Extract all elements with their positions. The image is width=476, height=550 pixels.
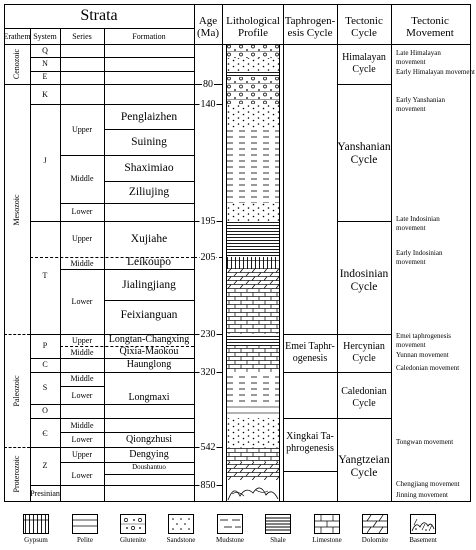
series-t-middle: Middle: [70, 259, 94, 268]
formation-dengying: Dengying: [129, 449, 169, 460]
formation-shaximiao: Shaximiao: [124, 162, 174, 174]
series-s-lower: Lower: [71, 391, 93, 400]
age-205: 205: [200, 252, 216, 263]
tectonic-cycle-header: Tectonic: [345, 15, 383, 27]
legend-mudstone-label: Mudstone: [216, 536, 244, 544]
movement-caledonian: Caledonian movement: [396, 364, 460, 372]
system-t: T: [42, 271, 48, 280]
legend-sandstone-label: Sandstone: [166, 536, 196, 544]
legend-glutenite-label: Glutenite: [119, 536, 147, 544]
series-p-middle: Middle: [70, 348, 94, 357]
movement-tongwan: Tongwan movement: [396, 438, 454, 446]
movement-early-yanshanian: Early Yanshanian: [396, 96, 445, 104]
legend-dolomite-label: Dolomite: [361, 536, 389, 544]
series-z-upper: Upper: [72, 450, 92, 459]
legend-mudstone-swatch: [217, 514, 243, 534]
taphrogenesis-header-2: esis Cycle: [287, 27, 333, 39]
movement-emei-2: movement: [396, 341, 426, 349]
movement-late-himalayan-2: movement: [396, 58, 426, 66]
formation-jialingjiang: Jialingjiang: [122, 279, 176, 291]
formation-qixia-maokou: Qixia-Maokou: [119, 346, 179, 357]
movement-early-indosinian-2: movement: [396, 258, 426, 266]
series-cambrian-middle: Middle: [70, 421, 94, 430]
system-p: P: [42, 341, 48, 350]
age-header: Age: [198, 15, 218, 27]
erathem-header: Erathem: [3, 32, 31, 41]
formation-leikoupo: Leikoupo: [126, 256, 172, 268]
system-n: N: [42, 59, 48, 68]
series-t-lower: Lower: [71, 297, 93, 306]
legend-glutenite-swatch: [120, 514, 146, 534]
legend-limestone-label: Limestone: [312, 536, 342, 544]
movement-late-indosinian-2: movement: [396, 224, 426, 232]
series-j-middle: Middle: [70, 174, 94, 183]
system-j: J: [43, 156, 47, 165]
system-s: S: [42, 383, 48, 392]
erathem-mesozoic: Mesozoic: [12, 194, 21, 226]
formation-doushantuo: Doushantuo: [132, 463, 166, 471]
erathem-proterozoic: Proterozoic: [12, 455, 21, 493]
series-p-upper: Upper: [72, 336, 92, 345]
age-230: 230: [200, 329, 216, 340]
strata-heading: Strata: [80, 7, 118, 24]
taphrogenesis-header: Taphrogen-: [284, 15, 336, 27]
system-o: O: [42, 406, 48, 415]
series-j-upper: Upper: [72, 125, 92, 134]
lithology-header-2: Profile: [238, 27, 268, 39]
formation-longtan-changxing: Longtan-Changxing: [108, 334, 190, 345]
series-t-upper: Upper: [72, 234, 92, 243]
movement-late-himalayan: Late Himalayan: [396, 49, 441, 57]
cycle-yangtzeian: Yangtzeian: [338, 454, 390, 466]
legend-pelite-swatch: [72, 514, 98, 534]
age-80: 80: [203, 79, 213, 90]
movement-emei: Emei taphrogenesis: [396, 332, 452, 340]
tectonic-cycle-header-2: Cycle: [351, 27, 377, 39]
erathem-cenozoic: Cenozoic: [12, 48, 21, 80]
legend-pelite-label: Pelite: [77, 536, 93, 544]
series-z-lower: Lower: [71, 471, 93, 480]
legend-gypsum-swatch: [23, 514, 49, 534]
movement-early-indosinian: Early Indosinian: [396, 249, 443, 257]
series-j-lower: Lower: [71, 207, 93, 216]
age-140: 140: [200, 99, 216, 110]
age-542: 542: [200, 442, 216, 453]
cycle-indosinian-2: Cycle: [350, 281, 378, 293]
formation-suining: Suining: [131, 136, 167, 148]
system-k: K: [42, 90, 48, 99]
system-z: Z: [42, 461, 48, 470]
movement-late-indosinian: Late Indosinian: [396, 215, 440, 223]
erathem-paleozoic: Paleozoic: [12, 375, 21, 407]
legend-basement-label: Basement: [409, 536, 437, 544]
series-header: Series: [72, 32, 92, 41]
legend-gypsum-label: Gypsum: [24, 536, 48, 544]
system-e: E: [42, 72, 48, 81]
movement-jinning: Jinning movement: [396, 491, 448, 499]
formation-xujiahe: Xujiahe: [130, 233, 168, 245]
age-195: 195: [200, 216, 216, 227]
legend-sandstone-swatch: [168, 514, 194, 534]
lithology-header: Lithological: [226, 15, 280, 27]
system-cambrian: Є: [42, 429, 48, 438]
lithological-column: [226, 44, 280, 502]
movement-early-yanshanian-2: movement: [396, 105, 426, 113]
cycle-himalayan: Himalayan: [342, 52, 386, 63]
movement-yunnan: Yunnan movement: [396, 351, 449, 359]
cycle-hercynian: Hercynian: [343, 341, 385, 352]
formation-qiongzhusi: Qiongzhusi: [125, 434, 173, 445]
taphrogenesis-emei: Emei Taphr-: [285, 341, 335, 352]
system-c: C: [42, 360, 48, 369]
formation-header: Formation: [132, 32, 166, 41]
age-320: 320: [200, 367, 216, 378]
cycle-yanshanian-2: Cycle: [350, 154, 378, 166]
legend-basement-swatch: [410, 514, 436, 534]
age-unit-header: (Ma): [197, 27, 219, 39]
system-presinian: Presinian: [30, 489, 60, 498]
legend-limestone-swatch: [314, 514, 340, 534]
movement-early-himalayan: Early Himalayan movement: [396, 68, 475, 76]
tectonic-movement-header-2: Movement: [406, 27, 454, 39]
legend-dolomite-swatch: [362, 514, 388, 534]
age-850: 850: [200, 480, 216, 491]
taphrogenesis-emei-2: ogenesis: [292, 353, 328, 364]
taphrogenesis-xingkai: Xingkai Ta-: [286, 431, 334, 442]
cycle-yangtzeian-2: Cycle: [350, 467, 378, 479]
series-s-middle: Middle: [70, 374, 94, 383]
formation-feixianguan: Feixianguan: [120, 309, 178, 321]
formation-ziliujing: Ziliujing: [128, 186, 170, 198]
cycle-caledonian: Caledonian: [341, 386, 387, 397]
cycle-himalayan-2: Cycle: [352, 64, 376, 75]
series-cambrian-lower: Lower: [71, 435, 93, 444]
system-q: Q: [42, 46, 48, 55]
taphrogenesis-xingkai-2: phrogenesis: [286, 443, 334, 454]
legend-shale-swatch: [265, 514, 291, 534]
formation-haunglong: Haunglong: [126, 359, 172, 370]
movement-chengjiang: Chengjiang movement: [396, 480, 460, 488]
cycle-yanshanian: Yanshanian: [337, 141, 391, 153]
legend-shale-label: Shale: [270, 536, 286, 544]
cycle-indosinian: Indosinian: [339, 268, 389, 280]
formation-penglaizhen: Penglaizhen: [120, 111, 178, 123]
cycle-caledonian-2: Cycle: [352, 398, 376, 409]
system-header: System: [33, 32, 57, 41]
cycle-hercynian-2: Cycle: [352, 353, 376, 364]
tectonic-movement-header: Tectonic: [411, 15, 449, 27]
formation-longmaxi: Longmaxi: [128, 392, 170, 403]
